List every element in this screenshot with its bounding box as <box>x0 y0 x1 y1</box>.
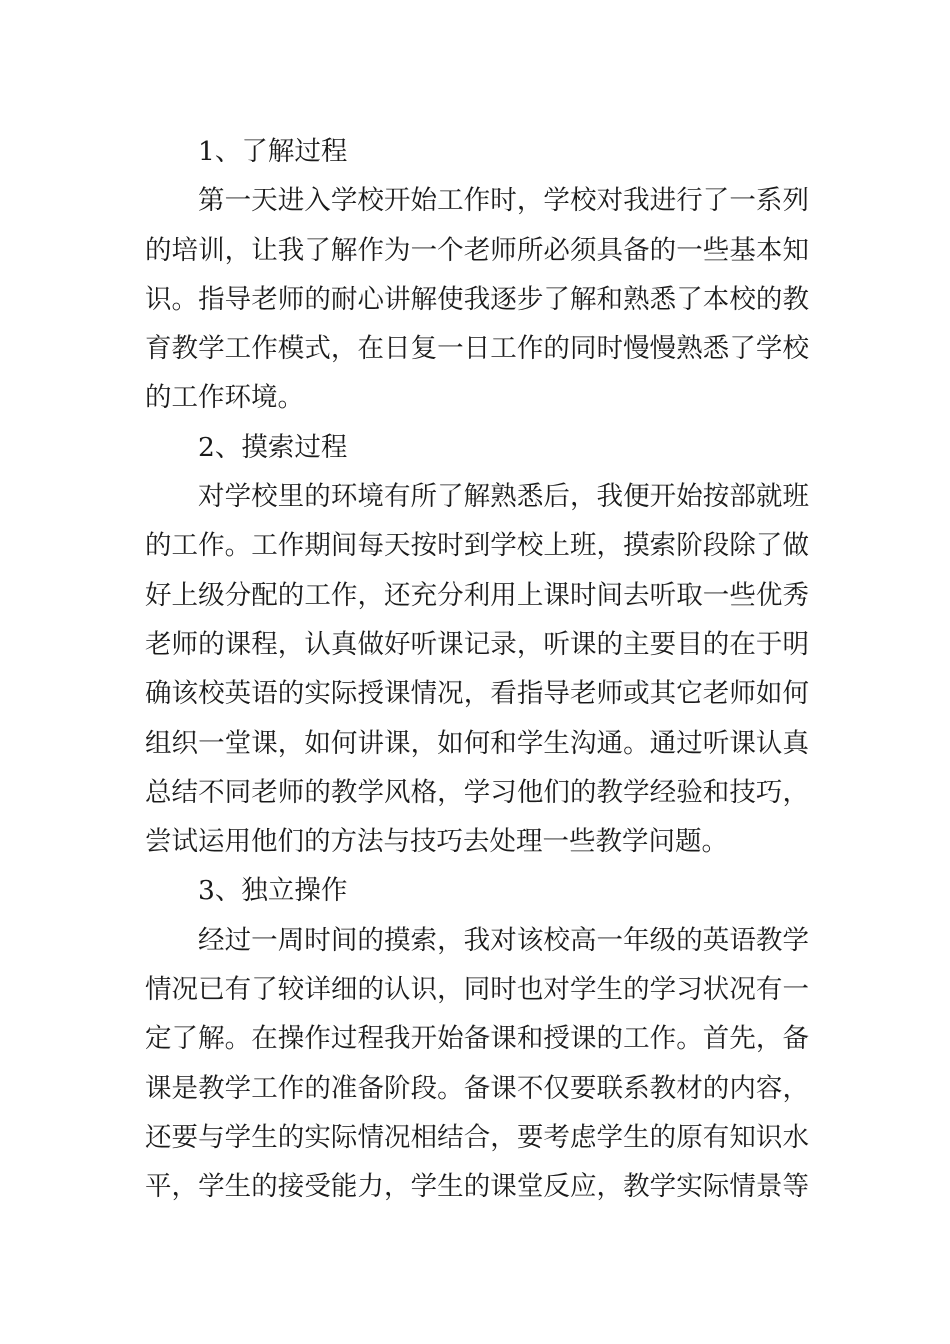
section-heading-2: 2、摸索过程 <box>198 431 348 463</box>
paragraph-line: 的培训，让我了解作为一个老师所必须具备的一些基本知 <box>145 234 809 266</box>
document-body <box>145 127 809 1212</box>
paragraph-line: 定了解。在操作过程我开始备课和授课的工作。首先，备 <box>145 1023 809 1055</box>
paragraph-line: 老师的课程，认真做好听课记录，听课的主要目的在于明 <box>145 628 809 660</box>
paragraph-line: 的工作。工作期间每天按时到学校上班，摸索阶段除了做 <box>145 530 809 562</box>
paragraph-line: 总结不同老师的教学风格，学习他们的教学经验和技巧， <box>145 776 809 808</box>
section-heading-1: 1、了解过程 <box>198 136 348 167</box>
paragraph-line: 平，学生的接受能力，学生的课堂反应，教学实际情景等 <box>145 1171 809 1203</box>
paragraph-line: 好上级分配的工作，还充分利用上课时间去听取一些优秀 <box>145 579 809 611</box>
paragraph-line: 课是教学工作的准备阶段。备课不仅要联系教材的内容， <box>145 1072 809 1104</box>
paragraph-line: 组织一堂课，如何讲课，如何和学生沟通。通过听课认真 <box>145 727 809 759</box>
paragraph-line: 还要与学生的实际情况相结合，要考虑学生的原有知识水 <box>145 1121 809 1153</box>
paragraph-line: 第一天进入学校开始工作时，学校对我进行了一系列 <box>198 185 809 217</box>
paragraph-line: 识。指导老师的耐心讲解使我逐步了解和熟悉了本校的教 <box>145 283 809 315</box>
paragraph-line: 的工作环境。 <box>145 382 304 414</box>
paragraph-line: 育教学工作模式，在日复一日工作的同时慢慢熟悉了学校 <box>145 333 809 365</box>
paragraph-line: 确该校英语的实际授课情况，看指导老师或其它老师如何 <box>145 678 809 710</box>
paragraph-line: 情况已有了较详细的认识，同时也对学生的学习状况有一 <box>145 974 809 1006</box>
section-heading-3: 3、独立操作 <box>198 875 348 907</box>
paragraph-line: 尝试运用他们的方法与技巧去处理一些教学问题。 <box>145 826 728 858</box>
paragraph-line: 经过一周时间的摸索，我对该校高一年级的英语教学 <box>198 924 809 956</box>
paragraph-line: 对学校里的环境有所了解熟悉后，我便开始按部就班 <box>198 481 809 513</box>
